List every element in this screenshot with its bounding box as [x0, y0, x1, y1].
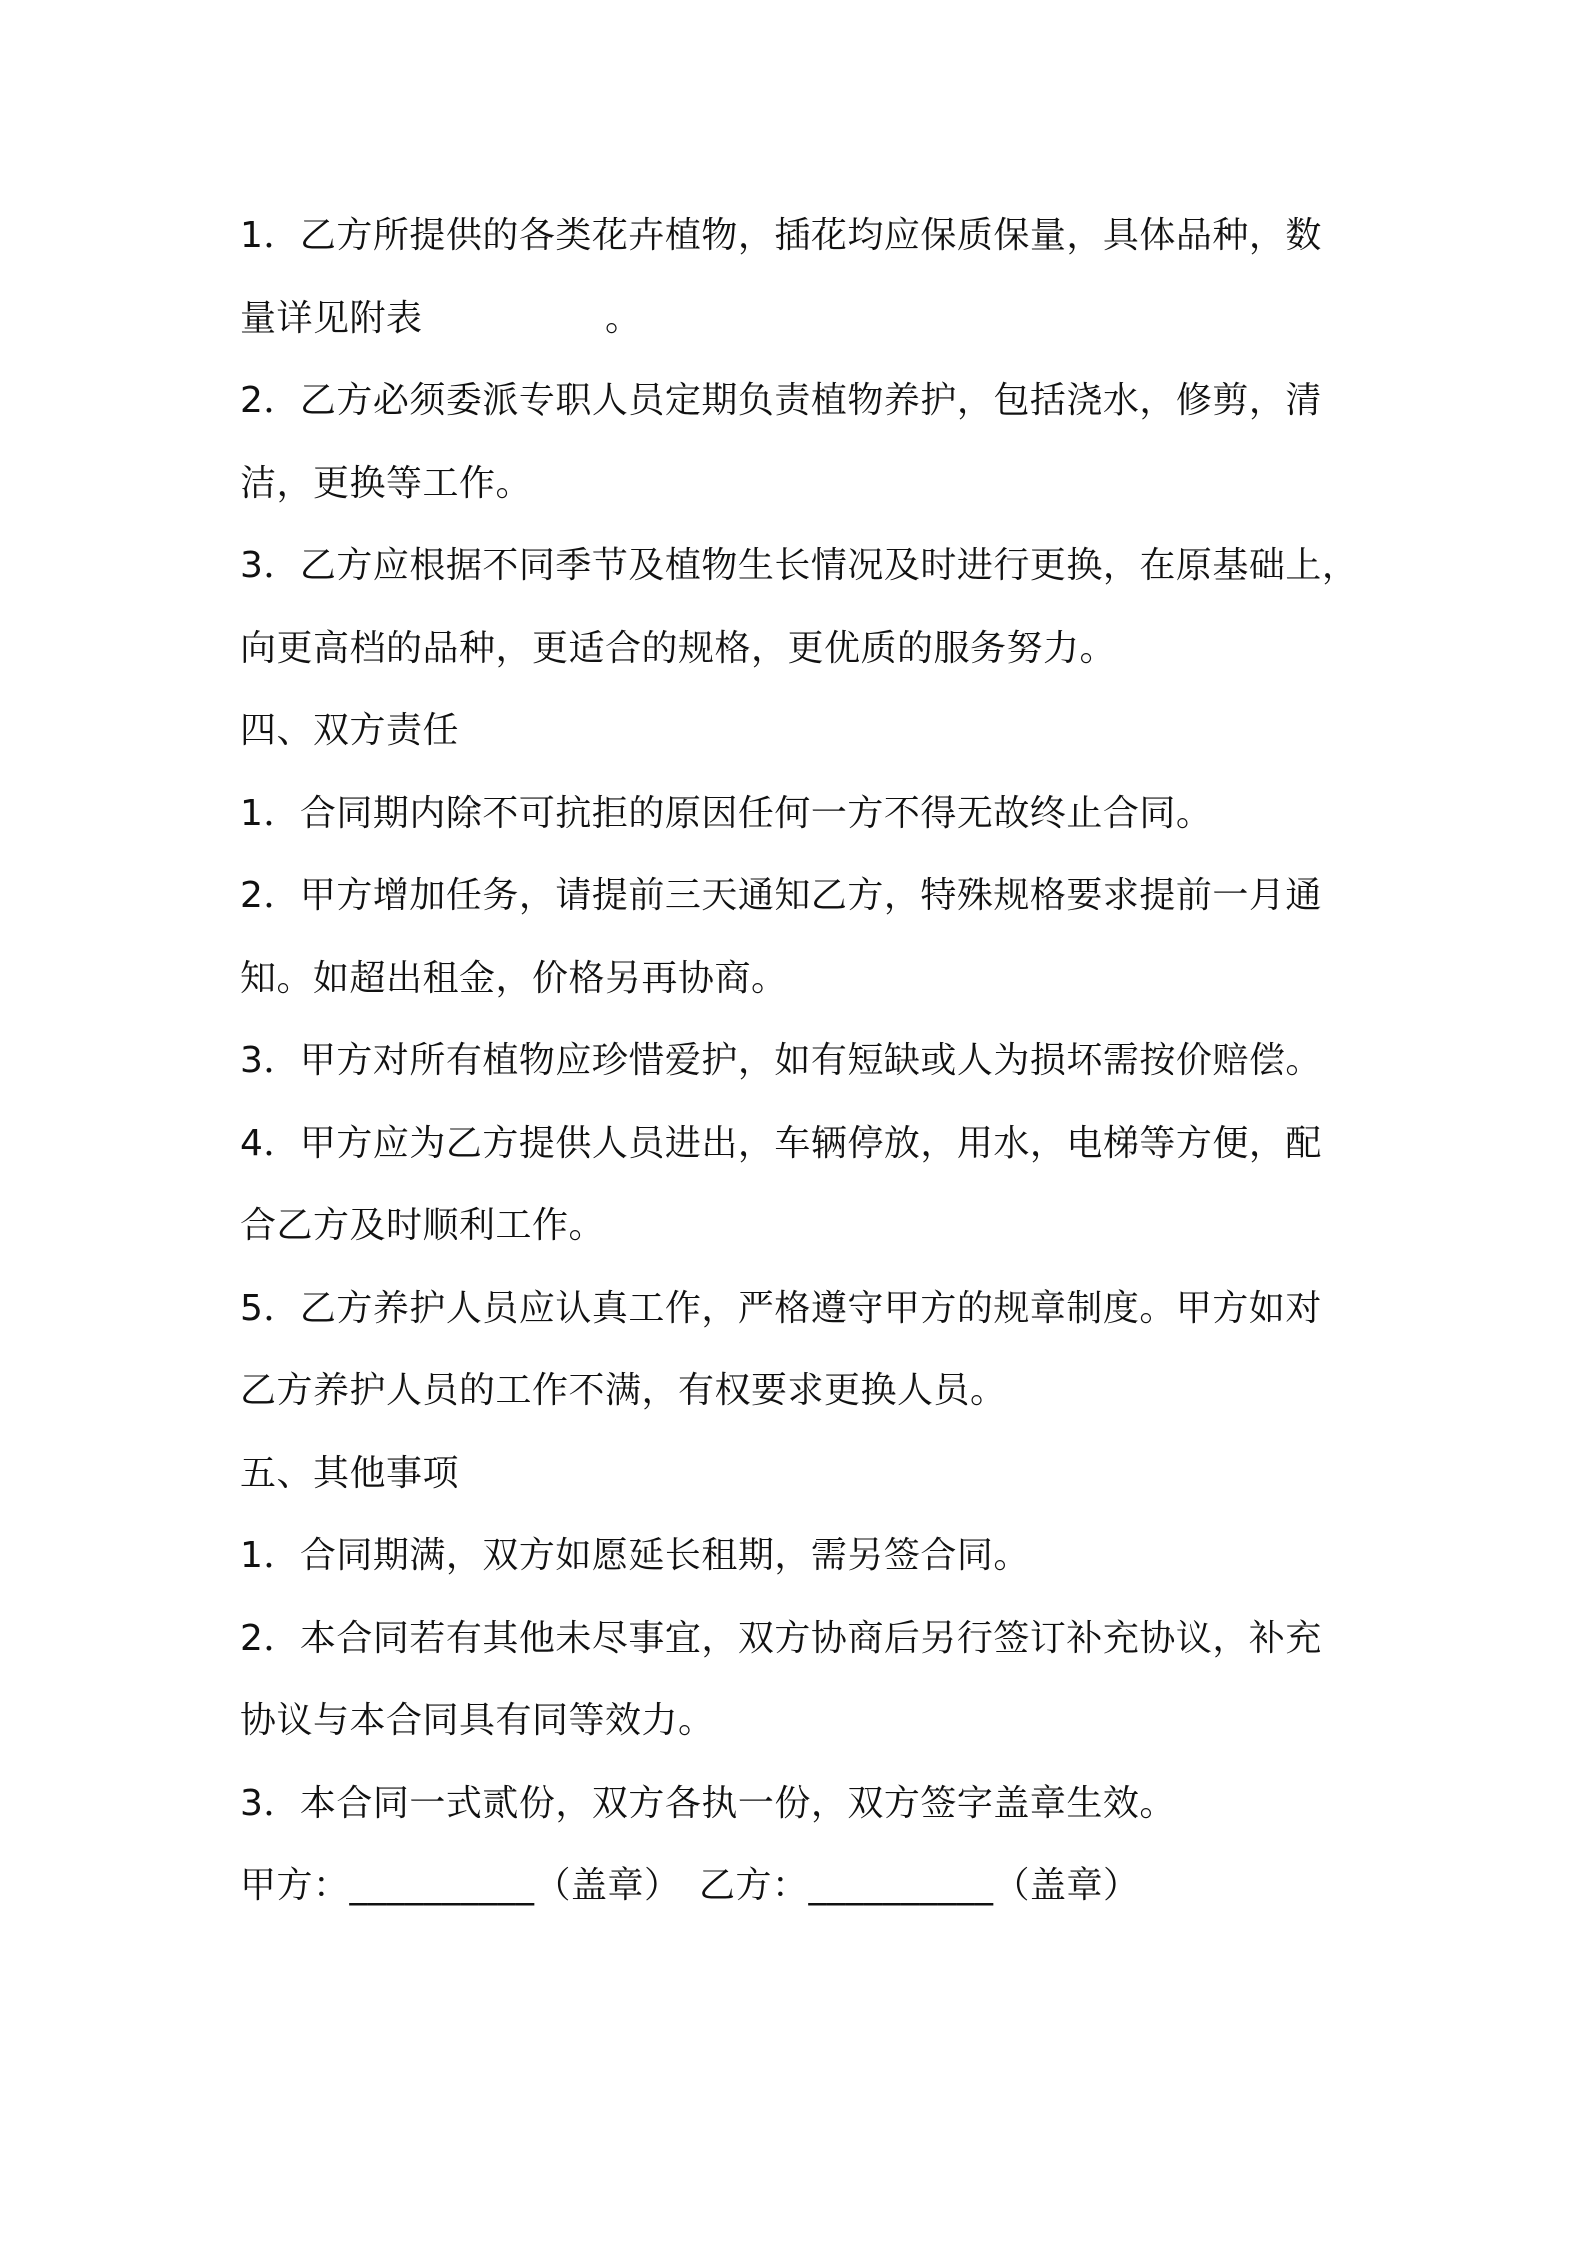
responsibility-3: 3．甲方对所有植物应珍惜爱护，如有短缺或人为损坏需按价赔偿。 — [240, 1040, 1322, 1081]
responsibility-5-line-2: 乙方养护人员的工作不满，有权要求更换人员。 — [240, 1370, 1007, 1411]
section-heading-other-matters: 五、其他事项 — [240, 1452, 460, 1494]
clause-3-line-2: 向更高档的品种，更适合的规格，更优质的服务努力。 — [240, 627, 1117, 669]
clause-1-line-1: 1．乙方所提供的各类花卉植物，插花均应保质保量，具体品种，数 — [240, 215, 1322, 256]
clause-3-line-1: 3．乙方应根据不同季节及植物生长情况及时进行更换，在原基础上， — [240, 545, 1359, 586]
other-matter-2-line-2: 协议与本合同具有同等效力。 — [240, 1700, 715, 1741]
other-matter-3: 3．本合同一式贰份，双方各执一份，双方签字盖章生效。 — [240, 1782, 1176, 1824]
document-body — [240, 195, 1380, 1928]
clause-2-line-1: 2．乙方必须委派专职人员定期负责植物养护，包括浇水，修剪，清 — [240, 380, 1322, 421]
responsibility-4-line-1: 4．甲方应为乙方提供人员进出，车辆停放，用水，电梯等方便，配 — [240, 1122, 1322, 1164]
signature-line: 甲方：__________（盖章） 乙方：__________（盖章） — [240, 1865, 1140, 1906]
responsibility-2-line-1: 2．甲方增加任务，请提前三天通知乙方，特殊规格要求提前一月通 — [240, 875, 1322, 916]
other-matter-2-line-1: 2．本合同若有其他未尽事宜，双方协商后另行签订补充协议，补充 — [240, 1617, 1322, 1659]
responsibility-1: 1．合同期内除不可抗拒的原因任何一方不得无故终止合同。 — [240, 792, 1213, 834]
section-heading-responsibilities: 四、双方责任 — [240, 710, 460, 751]
other-matter-1: 1．合同期满，双方如愿延长租期，需另签合同。 — [240, 1535, 1030, 1576]
clause-2-line-2: 洁，更换等工作。 — [240, 462, 533, 504]
clause-1-line-2: 量详见附表 。 — [240, 297, 642, 339]
responsibility-4-line-2: 合乙方及时顺利工作。 — [240, 1205, 606, 1246]
responsibility-5-line-1: 5．乙方养护人员应认真工作，严格遵守甲方的规章制度。甲方如对 — [240, 1287, 1322, 1329]
responsibility-2-line-2: 知。如超出租金，价格另再协商。 — [240, 957, 788, 999]
